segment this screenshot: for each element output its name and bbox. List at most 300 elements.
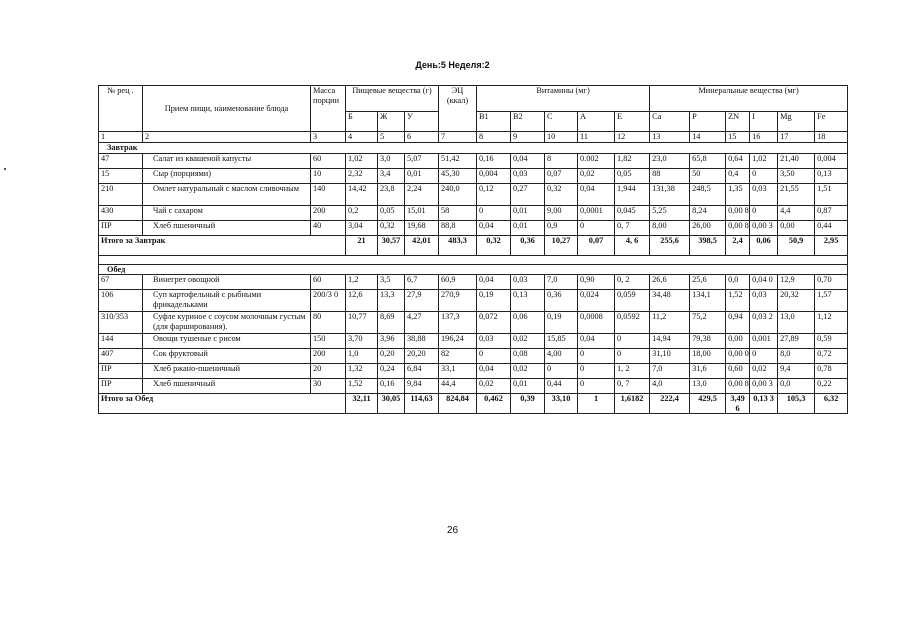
table-cell: 140 <box>311 183 346 205</box>
table-cell: 0,24 <box>378 364 405 379</box>
table-cell: 0,024 <box>578 290 615 312</box>
total-cell: 114,63 <box>405 394 439 414</box>
table-cell: 0,001 <box>750 334 778 349</box>
table-cell: 27,9 <box>405 290 439 312</box>
table-cell: 3,4 <box>378 168 405 183</box>
table-cell: 30 <box>311 379 346 394</box>
table-cell: 0,04 <box>477 364 511 379</box>
table-cell: 6,7 <box>405 275 439 290</box>
table-cell: 23,0 <box>650 153 690 168</box>
table-cell: 11,2 <box>650 312 690 334</box>
table-cell: 1,0 <box>346 349 378 364</box>
dish-name: Винегрет овощной <box>143 275 311 290</box>
table-cell: 0 <box>578 349 615 364</box>
total-cell: 2,4 <box>726 235 750 255</box>
dish-name: Сок фруктовый <box>143 349 311 364</box>
table-cell: 8,24 <box>690 205 726 220</box>
table-cell: 38,88 <box>405 334 439 349</box>
table-cell: 1,32 <box>346 364 378 379</box>
table-cell: 0, 2 <box>615 275 650 290</box>
table-cell: 0,13 <box>815 168 848 183</box>
table-cell: 88,8 <box>439 220 477 235</box>
subheader-cell: I <box>750 112 778 132</box>
subheader-cell: A <box>578 112 615 132</box>
table-cell: 79,38 <box>690 334 726 349</box>
table-cell: 310/353 <box>99 312 143 334</box>
table-cell: 0,072 <box>477 312 511 334</box>
table-cell: 88 <box>650 168 690 183</box>
table-cell: 0,004 <box>477 168 511 183</box>
table-cell: 3,96 <box>378 334 405 349</box>
table-cell: 5,07 <box>405 153 439 168</box>
table-cell: 430 <box>99 205 143 220</box>
table-cell: 0,32 <box>545 183 578 205</box>
column-number-cell: 11 <box>578 132 615 143</box>
table-cell: 0,60 <box>726 364 750 379</box>
table-cell: 0,02 <box>750 364 778 379</box>
table-cell: 240,0 <box>439 183 477 205</box>
table-row <box>99 205 848 220</box>
column-number-cell: 6 <box>405 132 439 143</box>
table-cell: 31,6 <box>690 364 726 379</box>
table-cell: 0, 7 <box>615 379 650 394</box>
table-row <box>99 364 848 379</box>
table-cell: 0,04 <box>477 220 511 235</box>
table-cell: 60 <box>311 153 346 168</box>
table-row <box>99 349 848 364</box>
subheader-cell: Mg <box>778 112 815 132</box>
column-number-cell: 9 <box>511 132 545 143</box>
table-cell: 0,00 0 <box>726 349 750 364</box>
table-cell: 1,51 <box>815 183 848 205</box>
table-cell: 25,6 <box>690 275 726 290</box>
column-number-cell: 18 <box>815 132 848 143</box>
total-cell: 0,36 <box>511 235 545 255</box>
table-cell: 0,36 <box>545 290 578 312</box>
table-cell: 9,4 <box>778 364 815 379</box>
table-cell: 0,64 <box>726 153 750 168</box>
total-cell: 32,11 <box>346 394 378 414</box>
table-cell: 0,03 <box>750 290 778 312</box>
header-nutrients: Пищевые вещества (г) <box>346 86 439 112</box>
table-cell: 0,04 <box>511 153 545 168</box>
table-cell: 4,4 <box>778 205 815 220</box>
table-cell: 0,19 <box>477 290 511 312</box>
table-cell: 21,40 <box>778 153 815 168</box>
table-cell: 0,00 3 <box>750 220 778 235</box>
header-minerals: Минеральные вещества (мг) <box>650 86 848 112</box>
table-cell: 0,00 <box>778 220 815 235</box>
table-row <box>99 183 848 205</box>
table-cell: 20 <box>311 364 346 379</box>
table-cell: 3,04 <box>346 220 378 235</box>
total-cell: 255,6 <box>650 235 690 255</box>
table-cell: 67 <box>99 275 143 290</box>
table-cell: 20,20 <box>405 349 439 364</box>
total-cell: 0,39 <box>511 394 545 414</box>
table-cell: 13,3 <box>378 290 405 312</box>
table-cell: 9,00 <box>545 205 578 220</box>
table-cell: 1,57 <box>815 290 848 312</box>
table-cell: 131,38 <box>650 183 690 205</box>
table-cell: 1, 2 <box>615 364 650 379</box>
subheader-cell: P <box>690 112 726 132</box>
table-cell: 0,16 <box>477 153 511 168</box>
table-cell: 0,44 <box>815 220 848 235</box>
table-cell: 0,01 <box>511 205 545 220</box>
table-cell: 0, 7 <box>615 220 650 235</box>
table-cell: 196,24 <box>439 334 477 349</box>
table-cell: 19,68 <box>405 220 439 235</box>
table-cell: 0,9 <box>545 220 578 235</box>
dish-name: Овощи тушеные с рисом <box>143 334 311 349</box>
table-cell: 60 <box>311 275 346 290</box>
spacer-row <box>99 255 848 264</box>
table-cell: 75,2 <box>690 312 726 334</box>
column-number-cell: 7 <box>439 132 477 143</box>
table-cell: 15,85 <box>545 334 578 349</box>
table-cell: 0,00 <box>726 334 750 349</box>
table-cell: 0,0001 <box>578 205 615 220</box>
table-cell: 0,2 <box>346 205 378 220</box>
subheader-cell: C <box>545 112 578 132</box>
header-mass: Масса порции <box>311 86 346 132</box>
table-cell: ПР <box>99 220 143 235</box>
table-cell: 5,25 <box>650 205 690 220</box>
table-cell: 0,87 <box>815 205 848 220</box>
table-cell: 18,00 <box>690 349 726 364</box>
table-cell: 7,0 <box>545 275 578 290</box>
table-row <box>99 334 848 349</box>
table-cell: 8,69 <box>378 312 405 334</box>
table-cell: 0,045 <box>615 205 650 220</box>
table-cell: 0,08 <box>511 349 545 364</box>
table-cell: 0 <box>578 220 615 235</box>
table-cell: 9,84 <box>405 379 439 394</box>
total-cell: 4, 6 <box>615 235 650 255</box>
table-cell: 26,00 <box>690 220 726 235</box>
table-cell: 4,00 <box>545 349 578 364</box>
column-number-cell: 1 <box>99 132 143 143</box>
table-cell: 1,944 <box>615 183 650 205</box>
total-cell: 824,84 <box>439 394 477 414</box>
total-cell: 0,06 <box>750 235 778 255</box>
table-cell: 1,02 <box>750 153 778 168</box>
dish-name: Сыр (порциями) <box>143 168 311 183</box>
table-cell: 0,0 <box>726 275 750 290</box>
dish-name: Хлеб пшеничный <box>143 379 311 394</box>
table-cell: 0,04 <box>578 334 615 349</box>
table-cell: 0 <box>578 364 615 379</box>
table-cell: 106 <box>99 290 143 312</box>
table-cell: 3,0 <box>378 153 405 168</box>
subheader-cell: Б <box>346 112 378 132</box>
total-cell: 105,3 <box>778 394 815 414</box>
table-cell: 0,01 <box>405 168 439 183</box>
table-cell: 10,77 <box>346 312 378 334</box>
total-cell: 10,27 <box>545 235 578 255</box>
dish-name: Хлеб ржано-пшеничный <box>143 364 311 379</box>
lunch-section-title: Обед <box>99 264 848 275</box>
table-cell: 51,42 <box>439 153 477 168</box>
lunch-total-label: Итого за Обед <box>99 394 346 414</box>
table-cell: 0,00 8 <box>726 220 750 235</box>
table-cell: 40 <box>311 220 346 235</box>
table-cell: 1,82 <box>615 153 650 168</box>
table-row <box>99 379 848 394</box>
header-name: Прием пищи, наименование блюда <box>143 86 311 132</box>
table-row <box>99 153 848 168</box>
total-cell: 2,95 <box>815 235 848 255</box>
table-cell: 0,05 <box>615 168 650 183</box>
header-vitamins: Витамины (мг) <box>477 86 650 112</box>
column-number-cell: 5 <box>378 132 405 143</box>
table-cell: 407 <box>99 349 143 364</box>
table-cell: 0,00 8 <box>726 379 750 394</box>
table-cell: 3,5 <box>378 275 405 290</box>
nutrition-table <box>98 85 848 414</box>
table-cell: 1,2 <box>346 275 378 290</box>
table-cell: 0,20 <box>378 349 405 364</box>
table-cell: 23,8 <box>378 183 405 205</box>
table-cell: 21,55 <box>778 183 815 205</box>
total-cell: 30,05 <box>378 394 405 414</box>
breakfast-section-header <box>99 143 848 154</box>
column-number-cell: 3 <box>311 132 346 143</box>
table-cell: 270,9 <box>439 290 477 312</box>
table-cell: 0 <box>750 349 778 364</box>
table-cell: ПР <box>99 364 143 379</box>
table-cell: 0,02 <box>477 379 511 394</box>
table-cell: 134,1 <box>690 290 726 312</box>
table-cell: 12,9 <box>778 275 815 290</box>
table-cell: 0,04 <box>578 183 615 205</box>
table-cell: ПР <box>99 379 143 394</box>
table-cell: 34,48 <box>650 290 690 312</box>
table-cell: 1,35 <box>726 183 750 205</box>
table-cell: 10 <box>311 168 346 183</box>
total-cell: 0,07 <box>578 235 615 255</box>
table-row <box>99 275 848 290</box>
table-cell: 27,89 <box>778 334 815 349</box>
scan-mark <box>4 168 6 170</box>
total-cell: 429,5 <box>690 394 726 414</box>
subheader-cell: B2 <box>511 112 545 132</box>
total-cell: 30,57 <box>378 235 405 255</box>
breakfast-section-title: Завтрак <box>99 143 848 154</box>
table-cell: 4,0 <box>650 379 690 394</box>
table-cell: 58 <box>439 205 477 220</box>
table-cell: 0,004 <box>815 153 848 168</box>
table-cell: 0,03 2 <box>750 312 778 334</box>
table-cell: 13,0 <box>690 379 726 394</box>
table-cell: 0,00 8 <box>726 205 750 220</box>
page-number: 26 <box>446 525 459 536</box>
column-number-cell: 12 <box>615 132 650 143</box>
table-cell: 248,5 <box>690 183 726 205</box>
table-cell: 0,32 <box>378 220 405 235</box>
table-row <box>99 220 848 235</box>
total-cell: 42,01 <box>405 235 439 255</box>
column-number-cell: 4 <box>346 132 378 143</box>
breakfast-total-label: Итого за Завтрак <box>99 235 346 255</box>
table-cell: 0,0 <box>778 379 815 394</box>
table-cell: 3,70 <box>346 334 378 349</box>
table-cell: 0 <box>750 205 778 220</box>
table-cell: 0 <box>545 364 578 379</box>
table-cell: 0,27 <box>511 183 545 205</box>
table-cell: 0 <box>477 205 511 220</box>
table-cell: 0,02 <box>578 168 615 183</box>
table-cell: 0,4 <box>726 168 750 183</box>
table-cell: 20,32 <box>778 290 815 312</box>
dish-name: Хлеб пшеничный <box>143 220 311 235</box>
table-cell: 8,0 <box>778 349 815 364</box>
total-cell: 3,49 6 <box>726 394 750 414</box>
total-cell: 398,5 <box>690 235 726 255</box>
table-cell: 0,59 <box>815 334 848 349</box>
table-cell: 0,07 <box>545 168 578 183</box>
total-cell: 0,13 3 <box>750 394 778 414</box>
table-cell: 150 <box>311 334 346 349</box>
column-number-cell: 8 <box>477 132 511 143</box>
breakfast-total-row <box>99 235 848 255</box>
lunch-total-row <box>99 394 848 414</box>
subheader-cell: Fe <box>815 112 848 132</box>
table-cell: 0,02 <box>511 334 545 349</box>
table-cell: 0,04 <box>477 275 511 290</box>
total-cell: 6,32 <box>815 394 848 414</box>
column-number-cell: 16 <box>750 132 778 143</box>
table-cell: 0.002 <box>578 153 615 168</box>
table-cell: 0,03 <box>511 275 545 290</box>
table-cell: 0,13 <box>511 290 545 312</box>
table-cell: 0,059 <box>615 290 650 312</box>
table-cell: 0 <box>578 379 615 394</box>
table-cell: 200 <box>311 205 346 220</box>
table-cell: 0 <box>615 349 650 364</box>
table-cell: 2,32 <box>346 168 378 183</box>
table-cell: 0,01 <box>511 220 545 235</box>
table-cell: 144 <box>99 334 143 349</box>
table-cell: 0,12 <box>477 183 511 205</box>
total-cell: 0,462 <box>477 394 511 414</box>
table-cell: 6,84 <box>405 364 439 379</box>
table-cell: 14,94 <box>650 334 690 349</box>
table-cell: 0,72 <box>815 349 848 364</box>
header-num: № рец . <box>99 86 143 132</box>
total-cell: 222,4 <box>650 394 690 414</box>
total-cell: 0,32 <box>477 235 511 255</box>
table-body <box>99 86 848 414</box>
dish-name: Чай с сахаром <box>143 205 311 220</box>
total-cell: 1,6182 <box>615 394 650 414</box>
table-cell: 15,01 <box>405 205 439 220</box>
table-cell: 80 <box>311 312 346 334</box>
total-cell: 21 <box>346 235 378 255</box>
table-cell: 1,02 <box>346 153 378 168</box>
page-title: День:5 Неделя:2 <box>415 60 490 70</box>
table-cell: 33,1 <box>439 364 477 379</box>
table-row <box>99 290 848 312</box>
table-cell: 0,44 <box>545 379 578 394</box>
table-cell: 8 <box>545 153 578 168</box>
column-number-cell: 13 <box>650 132 690 143</box>
table-cell: 8,00 <box>650 220 690 235</box>
dish-name: Омлет натуральный с маслом сливочным <box>143 183 311 205</box>
spacer-cell <box>99 255 848 264</box>
subheader-cell: Ж <box>378 112 405 132</box>
subheader-cell: ZN <box>726 112 750 132</box>
table-cell: 7,0 <box>650 364 690 379</box>
dish-name: Суфле куриное с соусом молочным густым (для фарширования). <box>143 312 311 334</box>
table-cell: 15 <box>99 168 143 183</box>
subheader-cell: E <box>615 112 650 132</box>
table-cell: 210 <box>99 183 143 205</box>
dish-name: Салат из квашеной капусты <box>143 153 311 168</box>
dish-name: Суп картофельный с рыбными фрикадельками <box>143 290 311 312</box>
table-cell: 0,16 <box>378 379 405 394</box>
table-row <box>99 168 848 183</box>
table-cell: 31,10 <box>650 349 690 364</box>
table-cell: 4,27 <box>405 312 439 334</box>
subheader-cell: B1 <box>477 112 511 132</box>
table-cell: 50 <box>690 168 726 183</box>
table-cell: 0,06 <box>511 312 545 334</box>
total-cell: 50,9 <box>778 235 815 255</box>
table-cell: 0,90 <box>578 275 615 290</box>
table-cell: 26,6 <box>650 275 690 290</box>
table-cell: 65,8 <box>690 153 726 168</box>
table-cell: 12,6 <box>346 290 378 312</box>
table-cell: 0,0008 <box>578 312 615 334</box>
table-cell: 200/3 0 <box>311 290 346 312</box>
table-cell: 0,05 <box>378 205 405 220</box>
table-cell: 44,4 <box>439 379 477 394</box>
header-energy: ЭЦ (ккал) <box>439 86 477 132</box>
table-cell: 2,24 <box>405 183 439 205</box>
column-number-cell: 15 <box>726 132 750 143</box>
table-cell: 0,70 <box>815 275 848 290</box>
table-cell: 1,12 <box>815 312 848 334</box>
table-cell: 0,78 <box>815 364 848 379</box>
total-cell: 33,10 <box>545 394 578 414</box>
table-cell: 0 <box>477 349 511 364</box>
total-cell: 483,3 <box>439 235 477 255</box>
table-cell: 0,01 <box>511 379 545 394</box>
table-cell: 47 <box>99 153 143 168</box>
total-cell: 1 <box>578 394 615 414</box>
table-cell: 0,02 <box>511 364 545 379</box>
table-cell: 200 <box>311 349 346 364</box>
table-cell: 0,22 <box>815 379 848 394</box>
table-cell: 0,0592 <box>615 312 650 334</box>
table-cell: 0,04 0 <box>750 275 778 290</box>
table-cell: 1,52 <box>346 379 378 394</box>
table-cell: 60,9 <box>439 275 477 290</box>
table-cell: 0,19 <box>545 312 578 334</box>
table-cell: 45,30 <box>439 168 477 183</box>
table-cell: 13,0 <box>778 312 815 334</box>
subheader-cell: У <box>405 112 439 132</box>
column-number-cell: 10 <box>545 132 578 143</box>
table-cell: 82 <box>439 349 477 364</box>
table-cell: 0,03 <box>477 334 511 349</box>
column-number-cell: 2 <box>143 132 311 143</box>
table-cell: 0,03 <box>511 168 545 183</box>
lunch-section-header <box>99 264 848 275</box>
table-cell: 137,3 <box>439 312 477 334</box>
